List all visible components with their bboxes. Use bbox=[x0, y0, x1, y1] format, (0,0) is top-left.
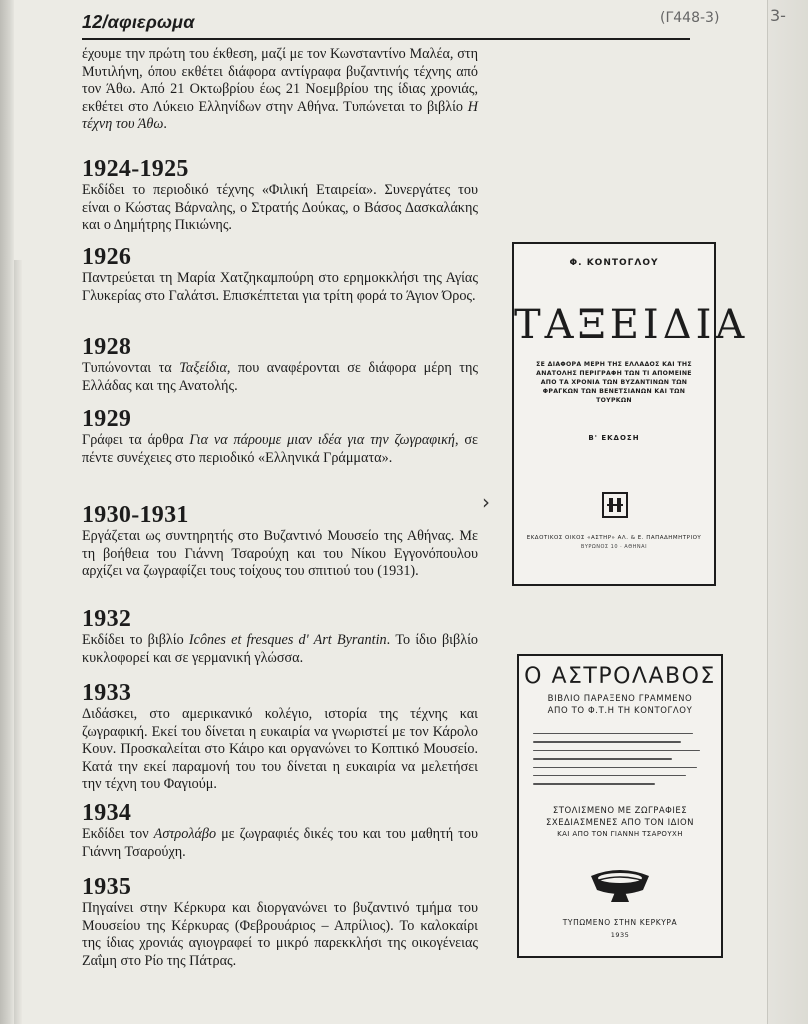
book-printed-place: ΤΥΠΩΜΕΝΟ ΣΤΗΝ ΚΕΡΚΥΡΑ bbox=[562, 918, 678, 927]
timeline-entry-1935 bbox=[82, 874, 478, 970]
book-publisher-city: ΒΥΡΩΝΟΣ 10 · ΑΘΗΝΑΙ bbox=[580, 544, 648, 550]
book-subtitle-author: ΑΠΟ ΤΟ Φ.Τ.Η ΤΗ ΚΟΝΤΟΓΛΟΥ bbox=[547, 706, 693, 716]
handwritten-script-block bbox=[533, 726, 707, 798]
timeline-entry-1926 bbox=[82, 244, 478, 305]
entry-text-part: . Το ίδιο βιβλίο κυκλοφορεί και σε γερμανική γλώσσα. bbox=[82, 632, 478, 666]
book-author: Φ. ΚΟΝΤΟΓΛΟΥ bbox=[569, 258, 659, 268]
timeline-entry-1930 bbox=[82, 502, 478, 581]
entry-year: 1932 bbox=[82, 606, 132, 632]
scan-left-edge bbox=[0, 0, 14, 1024]
entry-article-title: Για να πάρουμε μιαν ιδέα για την ζωγραφική bbox=[189, 432, 455, 448]
entry-book-title: Icônes et fresques d' Art Byrantin bbox=[188, 632, 387, 648]
book-illustration-note: ΣΧΕΔΙΑΣΜΕΝΕΣ ΑΠΟ ΤΟΝ ΙΔΙΟΝ bbox=[546, 818, 694, 828]
entry-text bbox=[82, 632, 478, 667]
page-mark: 3- bbox=[770, 6, 786, 25]
entry-book-title: Αστρολάβο bbox=[153, 826, 217, 842]
entry-year: 1930-1931 bbox=[82, 502, 189, 528]
entry-text: Εργάζεται ως συντηρητής στο Βυζαντινό Μουσείο της Αθήνας. Με τη βοήθεια του Γιάννη Τσαρούχη και του Νίκου Εγγονόπουλου αρχίζει να ζωγραφίζει τους τοίχους του σπιτιού του (1931). bbox=[82, 528, 478, 579]
scan-right-strip bbox=[767, 0, 808, 1024]
entry-year: 1926 bbox=[82, 244, 132, 270]
entry-text: Εκδίδει το περιοδικό τέχνης «Φιλική Εταιρεία». Συνεργάτες του είναι ο Κώστας Βάρναλης, ο Στρατής Δούκας, ο Βάσος Δασκαλάκης και ο Δημήτρης Πικιώνης. bbox=[82, 182, 478, 233]
archive-reference: (Γ448-3) bbox=[660, 10, 720, 26]
entry-year: 1928 bbox=[82, 334, 132, 360]
intro-paragraph: έχουμε την πρώτη του έκθεση, μαζί με τον Κωνσταντίνο Μαλέα, στη Μυτιλήνη, όπου εκθέτει διάφορα αντίγραφα βυζαντινής τέχνης από τον Άθω. Από 21 Οκτωβρίου έως 21 Νοεμβρίου της ίδιας χρονιάς, εκθέτει στο Λύκειο Ελληνίδων στην Αθήνα. Τυπώνεται το βιβλίο Η τέχνη του Άθω. bbox=[82, 46, 478, 132]
entry-text-part: , σε πέντε συνέχειες στο περιοδικό «Ελληνικά Γράμματα». bbox=[82, 432, 479, 466]
section-title: 12/αφιερωμα bbox=[82, 12, 195, 32]
timeline-entry-1929 bbox=[82, 406, 478, 467]
book-publisher: ΕΚΔΟΤΙΚΟΣ ΟΙΚΟΣ «ΑΣΤΗΡ» ΑΛ. & Ε. ΠΑΠΑΔΗΜΗΤΡΙΟΥ bbox=[526, 535, 702, 541]
intro-text: έχουμε την πρώτη του έκθεση, μαζί με τον Κωνσταντίνο Μαλέα, στη Μυτιλήνη, όπου εκθέτει διάφορα αντίγραφα βυζαντινής τέχνης από τον Άθω. Από 21 Οκτωβρίου έως 21 Νοεμβρίου της ίδιας χρονιάς, εκθέτει στο Λύκειο Ελληνίδων στην Αθήνα. Τυπώνεται το βιβλίο bbox=[82, 46, 478, 115]
header-rule bbox=[82, 38, 690, 40]
timeline-entry-1932 bbox=[82, 606, 478, 667]
entry-text bbox=[82, 432, 478, 467]
page-header bbox=[82, 12, 690, 36]
book-title: Ο ΑΣΤΡΟΛΑΒΟΣ bbox=[524, 664, 716, 689]
entry-text: Διδάσκει, στο αμερικανικό κολέγιο, ιστορία της τέχνης και ζωγραφική. Εκεί του δίνεται η ευκαιρία να γνωριστεί με τον Κάρολο Κουν. Προσκαλείται στο Κάιρο και οργανώνει το Κοπτικό Μουσείο. Κατά την εκεί παραμονή του του δίνεται η ευκαιρία να μελετήσει την τέχνη του Φαγιούμ. bbox=[82, 706, 478, 792]
entry-text-part: Γράφει τα άρθρα bbox=[82, 432, 184, 448]
entry-book-title: Ταξείδια bbox=[179, 360, 227, 376]
book-subtitle: ΣΕ ΔΙΑΦΟΡΑ ΜΕΡΗ ΤΗΣ ΕΛΛΑΔΟΣ ΚΑΙ ΤΗΣ ΑΝΑΤΟΛΗΣ ΠΕΡΙΓΡΑΦΗ ΤΩΝ ΤΙ ΑΠΟΜΕΙΝΕ ΑΠΟ ΤΑ ΧΡΟΝΙΑ ΤΩΝ ΒΥΖΑΝΤΙΝΩΝ ΤΩΝ ΦΡΑΓΚΩΝ ΤΩΝ ΒΕΝΕΤΣΙΑΝΩΝ ΚΑΙ ΤΩΝ ΤΟΥΡΚΩΝ bbox=[536, 361, 692, 404]
timeline-entry-1933 bbox=[82, 680, 478, 794]
entry-year: 1929 bbox=[82, 406, 132, 432]
timeline-entry-1924 bbox=[82, 156, 478, 235]
entry-text bbox=[82, 360, 478, 395]
entry-year: 1933 bbox=[82, 680, 132, 706]
ship-ornament-icon bbox=[585, 860, 655, 904]
entry-text: Πηγαίνει στην Κέρκυρα και διοργανώνει το βυζαντινό τμήμα του Μουσείου της Κέρκυρας (Φεβρουάριος – Απρίλιος). Το καλοκαίρι της ίδιας χρονιάς αγιογραφεί το μικρό παρεκκλήσι της οικογένειας Ζαΐμη στο Ρίο της Πάτρας. bbox=[82, 900, 478, 969]
book-illustration-note: ΣΤΟΛΙΣΜΕΝΟ ΜΕ ΖΩΓΡΑΦΙΕΣ bbox=[552, 806, 688, 816]
book-subtitle: ΒΙΒΛΙΟ ΠΑΡΑΞΕΝΟ ΓΡΑΜΜΕΝΟ bbox=[547, 694, 693, 704]
entry-text: Παντρεύεται τη Μαρία Χατζηκαμπούρη στο ερημοκκλήσι της Αγίας Γλυκερίας στο Γαλάτσι. Επισκέπτεται για τρίτη φορά το Άγιον Όρος. bbox=[82, 270, 478, 304]
entry-text-part: Εκδίδει το βιβλίο bbox=[82, 632, 184, 648]
entry-year: 1935 bbox=[82, 874, 132, 900]
entry-text bbox=[82, 826, 478, 861]
book-edition: Β' ΕΚΔΟΣΗ bbox=[588, 434, 640, 442]
entry-text-part: Εκδίδει τον bbox=[82, 826, 149, 842]
timeline-entry-1928 bbox=[82, 334, 478, 395]
entry-text-part: με ζωγραφιές δικές του και του μαθητή του Γιάννη Τσαρούχη. bbox=[82, 826, 478, 860]
entry-text-part: Τυπώνονται τα bbox=[82, 360, 172, 376]
entry-text-part: , που αναφέρονται σε διάφορα μέρη της Ελλάδας και της Ανατολής. bbox=[82, 360, 479, 394]
scan-left-shadow bbox=[14, 260, 22, 1024]
book-illustration-note: ΚΑΙ ΑΠΟ ΤΟΝ ΓΙΑΝΝΗ ΤΣΑΡΟΥΧΗ bbox=[557, 830, 683, 838]
intro-book-title: Η τέχνη του Άθω bbox=[82, 98, 478, 132]
book-title: ΤΑΞΕΙΔΙΑ bbox=[514, 302, 749, 348]
book-cover-taxeidia bbox=[512, 242, 749, 586]
book-year: 1935 bbox=[610, 931, 630, 939]
timeline-entry-1934 bbox=[82, 800, 478, 861]
book-cover-astrolavos bbox=[517, 654, 723, 958]
pen-mark: › bbox=[482, 490, 490, 514]
entry-year: 1924-1925 bbox=[82, 156, 189, 182]
publisher-emblem-icon bbox=[600, 490, 630, 520]
entry-year: 1934 bbox=[82, 800, 132, 826]
